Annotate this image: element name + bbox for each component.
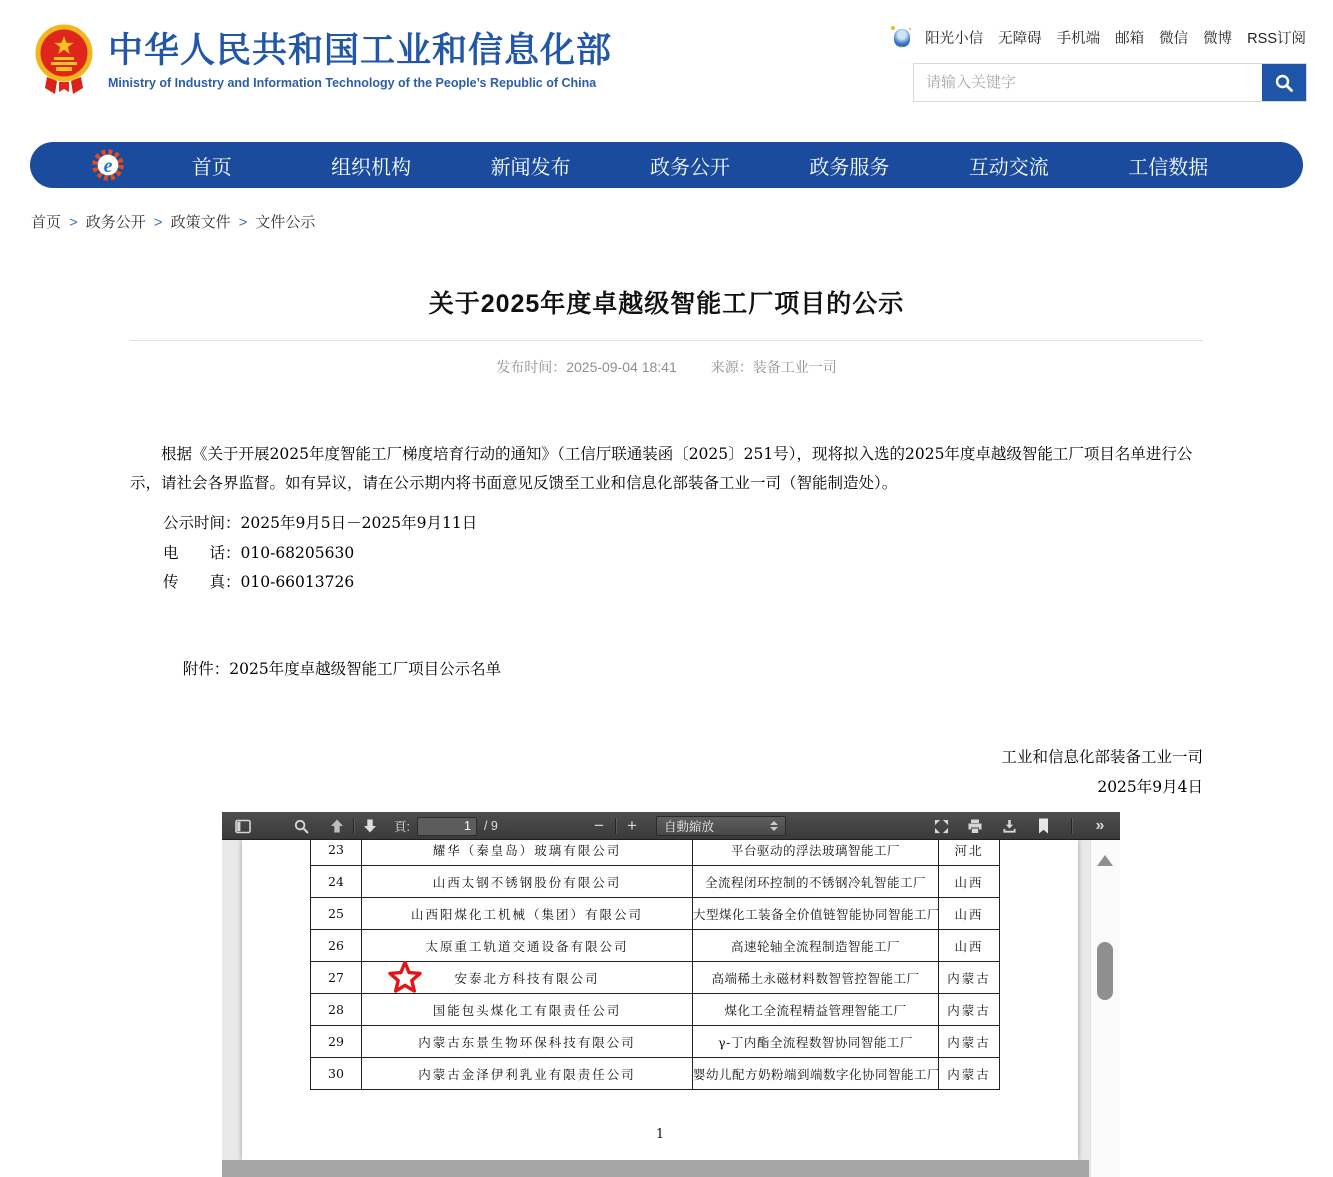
site-subtitle: Ministry of Industry and Information Technology of the People’s Republic of China — [108, 75, 597, 90]
scroll-up-arrow-icon[interactable] — [1097, 855, 1113, 866]
table-row — [311, 898, 1000, 930]
cell-project: 大型煤化工装备全价值链智能协同智能工厂 — [693, 898, 939, 930]
cell-no: 24 — [311, 866, 362, 898]
cell-company: 山西阳煤化工机械（集团）有限公司 — [362, 898, 693, 930]
fax-line: 传 真：010-66013726 — [163, 573, 355, 591]
utility-link[interactable]: 微信 — [1159, 31, 1189, 47]
fullscreen-icon — [934, 819, 949, 834]
pdf-background — [222, 1160, 1089, 1177]
pdf-table — [310, 840, 1000, 1090]
sidebar-icon — [235, 819, 251, 834]
svg-text:e: e — [103, 155, 113, 178]
cell-no: 30 — [311, 1058, 362, 1090]
attachment-line — [163, 626, 1203, 715]
pdf-page — [242, 840, 1078, 1160]
table-row — [311, 994, 1000, 1026]
publish-time: 2025-09-04 18:41 — [566, 359, 677, 375]
article — [130, 284, 1203, 802]
cell-company: 内蒙古金泽伊利乳业有限责任公司 — [362, 1058, 693, 1090]
utility-links — [894, 27, 1306, 48]
nav-item-5[interactable]: 互动交流 — [968, 156, 1049, 179]
notice-period-line: 公示时间：2025年9月5日－2025年9月11日 — [163, 514, 478, 532]
highlight-star-icon — [388, 961, 422, 995]
table-row — [311, 962, 1000, 994]
cell-company: 内蒙古东景生物环保科技有限公司 — [362, 1026, 693, 1058]
bookmark-button[interactable] — [1032, 815, 1054, 837]
scrollbar-thumb[interactable] — [1097, 942, 1113, 1000]
cell-province: 内蒙古 — [939, 962, 1000, 994]
page-label: 頁: — [394, 820, 410, 834]
page-number-input[interactable] — [417, 817, 477, 836]
cell-no: 29 — [311, 1026, 362, 1058]
page-down-button[interactable] — [359, 815, 381, 837]
breadcrumb-separator: > — [238, 214, 248, 231]
attachment-link[interactable]: 2025年度卓越级智能工厂项目公示名单 — [229, 660, 502, 678]
cell-province: 内蒙古 — [939, 1026, 1000, 1058]
breadcrumb-separator: > — [153, 214, 163, 231]
table-row — [311, 840, 1000, 866]
nav-items — [132, 151, 1248, 180]
toolbar-divider — [1071, 818, 1072, 834]
search-bar — [913, 63, 1307, 102]
nav-item-0[interactable]: 首页 — [191, 156, 232, 179]
cell-company: 安泰北方科技有限公司 — [362, 962, 693, 994]
utility-link[interactable]: 手机端 — [1056, 31, 1101, 47]
utility-link[interactable]: 微博 — [1203, 31, 1233, 47]
page-title: 关于2025年度卓越级智能工厂项目的公示 — [428, 290, 905, 318]
table-row — [311, 930, 1000, 962]
cell-project: 婴幼儿配方奶粉端到端数字化协同智能工厂 — [693, 1058, 939, 1090]
cell-no: 28 — [311, 994, 362, 1026]
pdf-toolbar-right — [930, 812, 1111, 840]
table-row — [311, 1058, 1000, 1090]
site-header — [0, 0, 1333, 135]
cell-no: 25 — [311, 898, 362, 930]
breadcrumb — [31, 211, 1333, 232]
breadcrumb-item[interactable]: 政务公开 — [85, 214, 146, 231]
cell-province: 河北 — [939, 840, 1000, 866]
logo-text — [108, 32, 612, 90]
zoom-out-button[interactable]: − — [588, 815, 610, 837]
pdf-toolbar-left — [232, 812, 498, 840]
page-total: / 9 — [483, 819, 498, 833]
cell-project: 全流程闭环控制的不锈钢冷轧智能工厂 — [693, 866, 939, 898]
source-value: 装备工业一司 — [752, 359, 837, 375]
download-button[interactable] — [998, 815, 1020, 837]
cell-province: 内蒙古 — [939, 994, 1000, 1026]
toolbar-divider — [615, 818, 616, 834]
cell-project: 平台驱动的浮法玻璃智能工厂 — [693, 840, 939, 866]
breadcrumb-item[interactable]: 首页 — [31, 214, 62, 231]
signature-date: 2025年9月4日 — [1097, 778, 1203, 796]
pdf-body — [222, 840, 1120, 1177]
pdf-find-button[interactable] — [290, 815, 312, 837]
breadcrumb-separator: > — [69, 214, 78, 231]
main-nav — [30, 142, 1303, 188]
cell-project: 煤化工全流程精益管理智能工厂 — [693, 994, 939, 1026]
utility-link[interactable]: 邮箱 — [1115, 31, 1145, 47]
site-logo[interactable] — [33, 24, 612, 98]
publish-time-label: 发布时间： — [496, 359, 567, 375]
download-icon — [1002, 819, 1017, 834]
nav-item-4[interactable]: 政务服务 — [809, 156, 890, 179]
breadcrumb-item: 文件公示 — [255, 214, 316, 231]
zoom-select-value: 自動縮放 — [664, 820, 715, 834]
phone-line: 电 话：010-68205630 — [163, 543, 355, 562]
cell-no: 27 — [311, 962, 362, 994]
national-emblem-icon — [33, 24, 95, 98]
title-divider — [130, 340, 1203, 341]
signature-org: 工业和信息化部装备工业一司 — [1001, 748, 1203, 766]
breadcrumb-item[interactable]: 政策文件 — [170, 214, 231, 231]
nav-item-3[interactable]: 政务公开 — [649, 156, 730, 179]
page-up-button[interactable] — [326, 815, 348, 837]
nav-item-1[interactable]: 组织机构 — [331, 156, 412, 179]
article-meta — [130, 357, 1203, 377]
toolbar-divider — [353, 818, 354, 834]
pdf-viewer — [222, 812, 1120, 1177]
signature-block — [130, 742, 1203, 802]
mascot-icon — [894, 29, 910, 47]
arrow-down-icon — [362, 818, 378, 834]
cell-no: 23 — [311, 840, 362, 866]
cell-province: 山西 — [939, 866, 1000, 898]
attachment-label: 附件： — [182, 660, 230, 678]
bookmark-icon — [1037, 818, 1050, 834]
print-button[interactable] — [964, 815, 986, 837]
toolbar-more-button[interactable]: » — [1089, 815, 1111, 837]
cell-company: 耀华（秦皇岛）玻璃有限公司 — [362, 840, 693, 866]
utility-link[interactable]: 无障碍 — [998, 31, 1042, 47]
cell-company: 山西太钢不锈钢股份有限公司 — [362, 866, 693, 898]
pdf-scrollbar[interactable] — [1090, 840, 1120, 1177]
cell-company: 太原重工轨道交通设备有限公司 — [362, 930, 693, 962]
info-block — [130, 509, 1203, 598]
sidebar-toggle-button[interactable] — [232, 815, 254, 837]
zoom-in-button[interactable]: + — [621, 815, 643, 837]
search-button[interactable] — [1262, 64, 1306, 101]
search-input[interactable] — [914, 64, 1262, 101]
pdf-toolbar — [222, 812, 1120, 840]
cell-company: 国能包头煤化工有限责任公司 — [362, 994, 693, 1026]
pdf-toolbar-center — [588, 812, 786, 840]
cell-province: 内蒙古 — [939, 1058, 1000, 1090]
nav-item-6[interactable]: 工信数据 — [1128, 156, 1209, 179]
search-icon — [1274, 73, 1294, 93]
pdf-page-footer-number: 1 — [655, 1127, 665, 1142]
cell-province: 山西 — [939, 930, 1000, 962]
pdf-table-body — [311, 840, 1000, 1090]
cell-province: 山西 — [939, 898, 1000, 930]
article-paragraph: 根据《关于开展2025年度智能工厂梯度培育行动的通知》（工信厅联通装函〔2025〕251号），现将拟入选的2025年度卓越级智能工厂项目名单进行公示，请社会各界监督。如有异议，请在公示期内将书面意见反馈至工业和信息化部装备工业一司（智能制造处）。 — [130, 445, 1193, 492]
arrow-up-icon — [329, 818, 345, 834]
utility-link[interactable]: 阳光小信 — [925, 31, 984, 47]
table-row — [311, 866, 1000, 898]
cell-project: 高端稀土永磁材料数智管控智能工厂 — [693, 962, 939, 994]
source-label: 来源： — [710, 359, 753, 375]
table-row — [311, 1026, 1000, 1058]
select-arrows-icon — [770, 821, 778, 831]
cell-no: 26 — [311, 930, 362, 962]
presentation-mode-button[interactable] — [930, 815, 952, 837]
search-icon — [294, 819, 309, 834]
cell-project: 高速轮轴全流程制造智能工厂 — [693, 930, 939, 962]
utility-link[interactable]: RSS订阅 — [1247, 31, 1306, 47]
printer-icon — [967, 819, 983, 834]
zoom-select[interactable] — [656, 816, 786, 836]
nav-item-2[interactable]: 新闻发布 — [490, 156, 571, 179]
cell-project: γ-丁内酯全流程数智协同智能工厂 — [693, 1026, 939, 1058]
site-title: 中华人民共和国工业和信息化部 — [108, 31, 613, 71]
gear-logo-icon — [90, 147, 126, 183]
